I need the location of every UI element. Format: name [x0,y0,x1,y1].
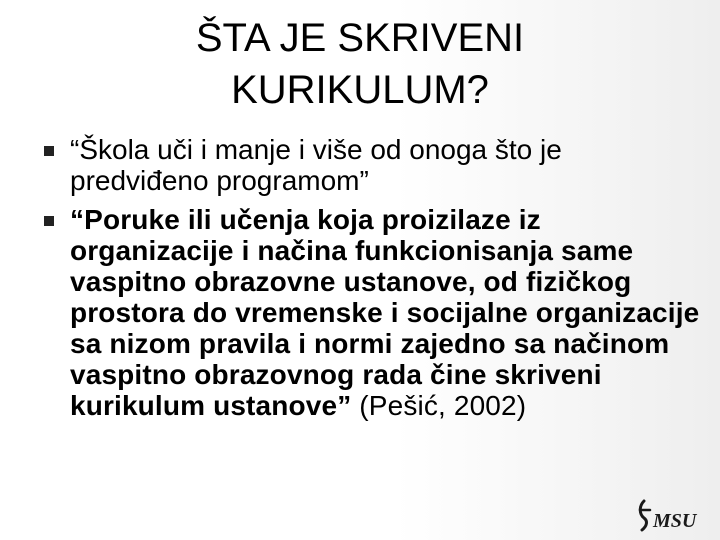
slide-title-line-2: KURIKULUM? [231,68,489,112]
msu-logo [636,497,712,533]
bullet-text-quote: “Škola uči i manje i više od onoga što je predviđeno programom” [70,134,562,196]
bullet-item-quote [42,134,702,196]
slide-title [0,12,720,116]
square-bullet-icon [44,146,54,156]
logo-text: MSU [653,510,697,532]
bullet-text-definition: “Poruke ili učenja koja proizilaze iz organizacije i načina funkcionisanja same vaspitno obrazovne ustanove, od fizičkog prostora do vremenske i socijalne organizacije sa nizom pravila i normi zajedno sa načinom vaspitno obrazovnog rada čine skriveni kurikulum ustanove” [70,204,700,421]
bullet-item-definition [42,204,702,421]
citation: (Pešić, 2002) [351,390,527,421]
msu-logo-icon [636,497,712,533]
slide-title-line-1: ŠTA JE SKRIVENI [195,16,525,60]
square-bullet-icon [44,216,54,226]
bullet-list [42,134,702,421]
